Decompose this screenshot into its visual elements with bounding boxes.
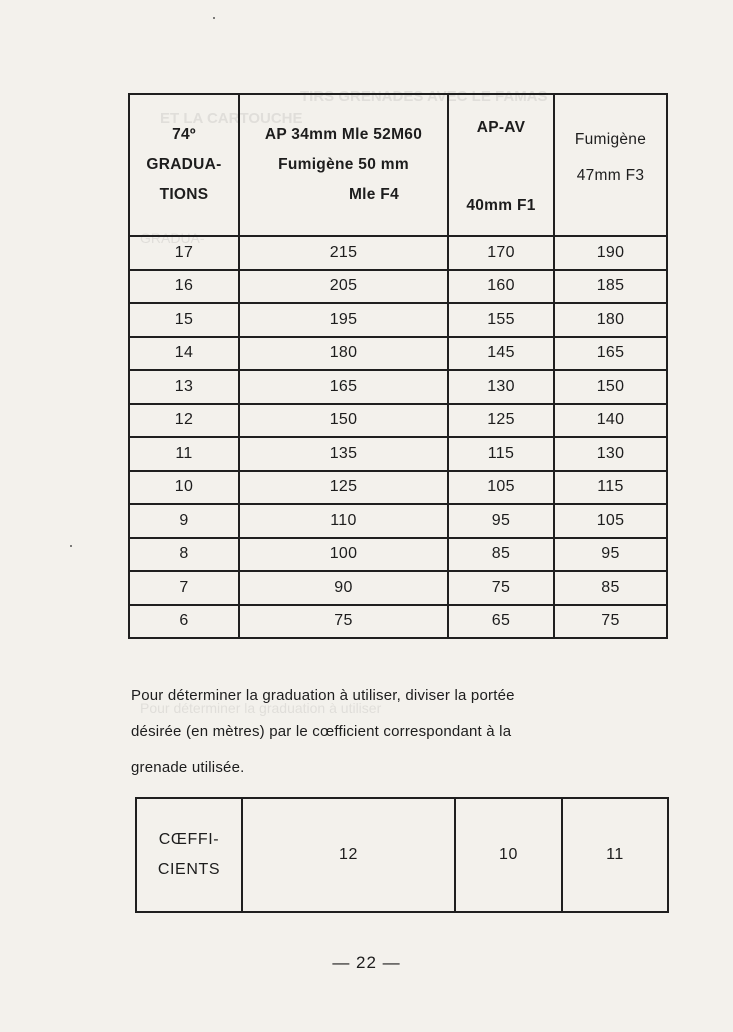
coefficient-apav-40mm: 10	[455, 798, 562, 912]
ap34-range-cell: 75	[239, 605, 448, 639]
apav-range-cell: 160	[448, 270, 554, 304]
header-apav-40mm	[448, 94, 554, 236]
fumigene47-range-cell: 115	[554, 471, 667, 505]
graduation-cell: 9	[129, 504, 239, 538]
ap34-range-cell: 125	[239, 471, 448, 505]
table-row	[129, 437, 667, 471]
ap34-range-cell: 165	[239, 370, 448, 404]
graduation-cell: 12	[129, 404, 239, 438]
fumigene47-range-cell: 150	[554, 370, 667, 404]
graduation-cell: 7	[129, 571, 239, 605]
header-line: AP-AV	[476, 119, 526, 136]
apav-range-cell: 145	[448, 337, 554, 371]
fumigene47-range-cell: 190	[554, 236, 667, 270]
coefficient-fumigene-47mm: 11	[562, 798, 668, 912]
ap34-range-cell: 135	[239, 437, 448, 471]
fumigene47-range-cell: 95	[554, 538, 667, 572]
header-graduations	[129, 94, 239, 236]
table-row	[129, 404, 667, 438]
header-line: 47mm F3	[576, 167, 645, 184]
ap34-range-cell: 215	[239, 236, 448, 270]
apav-range-cell: 130	[448, 370, 554, 404]
fumigene47-range-cell: 185	[554, 270, 667, 304]
range-table	[128, 93, 668, 639]
header-line: Fumigène 50 mm	[278, 156, 409, 173]
table-row	[129, 270, 667, 304]
apav-range-cell: 65	[448, 605, 554, 639]
ap34-range-cell: 150	[239, 404, 448, 438]
table-row	[129, 337, 667, 371]
apav-range-cell: 125	[448, 404, 554, 438]
header-line: 74º	[172, 126, 196, 143]
header-fumigene-47mm	[554, 94, 667, 236]
fumigene47-range-cell: 165	[554, 337, 667, 371]
apav-range-cell: 115	[448, 437, 554, 471]
apav-range-cell: 85	[448, 538, 554, 572]
header-line: Mle F4	[348, 186, 399, 203]
header-line: GRADUA-	[146, 156, 222, 173]
graduation-cell: 15	[129, 303, 239, 337]
fumigene47-range-cell: 85	[554, 571, 667, 605]
graduation-cell: 14	[129, 337, 239, 371]
ap34-range-cell: 90	[239, 571, 448, 605]
note-line: désirée (en mètres) par le cœfficient correspondant à la	[131, 723, 512, 740]
header-line: 40mm F1	[466, 197, 536, 214]
table-row	[129, 571, 667, 605]
apav-range-cell: 95	[448, 504, 554, 538]
ap34-range-cell: 195	[239, 303, 448, 337]
apav-range-cell: 75	[448, 571, 554, 605]
apav-range-cell: 105	[448, 471, 554, 505]
coefficient-ap34-fumigene50: 12	[242, 798, 455, 912]
ap34-range-cell: 205	[239, 270, 448, 304]
paper-speck	[70, 545, 72, 547]
range-table-header-row	[129, 94, 667, 236]
show-through-text: ET LA CARTOUCHE	[160, 110, 303, 127]
ap34-range-cell: 100	[239, 538, 448, 572]
graduation-cell: 6	[129, 605, 239, 639]
coefficients-label-line: CIENTS	[157, 861, 221, 878]
table-row	[129, 538, 667, 572]
table-row	[129, 370, 667, 404]
header-line: TIONS	[159, 186, 209, 203]
range-table-body	[129, 236, 667, 638]
header-line: AP 34mm Mle 52M60	[264, 126, 423, 143]
page-number: — 22 —	[332, 953, 401, 972]
paper-speck	[213, 17, 215, 19]
table-row	[129, 471, 667, 505]
show-through-text: Pour déterminer la graduation à utiliser	[140, 700, 382, 716]
fumigene47-range-cell: 130	[554, 437, 667, 471]
table-row	[129, 605, 667, 639]
apav-range-cell: 170	[448, 236, 554, 270]
coefficients-label	[136, 798, 242, 912]
table-row	[129, 236, 667, 270]
fumigene47-range-cell: 75	[554, 605, 667, 639]
coefficients-row	[136, 798, 668, 912]
fumigene47-range-cell: 105	[554, 504, 667, 538]
graduation-cell: 10	[129, 471, 239, 505]
apav-range-cell: 155	[448, 303, 554, 337]
graduation-cell: 11	[129, 437, 239, 471]
graduation-cell: 13	[129, 370, 239, 404]
graduation-cell: 16	[129, 270, 239, 304]
table-row	[129, 303, 667, 337]
graduation-cell: 17	[129, 236, 239, 270]
ap34-range-cell: 180	[239, 337, 448, 371]
ap34-range-cell: 110	[239, 504, 448, 538]
coefficients-label-line: CŒFFI-	[158, 831, 220, 848]
coefficients-table	[135, 797, 669, 913]
header-line: Fumigène	[574, 131, 647, 148]
fumigene47-range-cell: 140	[554, 404, 667, 438]
show-through-text: GRADUA-	[140, 230, 205, 246]
graduation-cell: 8	[129, 538, 239, 572]
instruction-note	[131, 678, 651, 786]
header-ap34-fumigene50	[239, 94, 448, 236]
note-line: Pour déterminer la graduation à utiliser, diviser la portée	[131, 687, 515, 704]
note-line: grenade utilisée.	[131, 759, 245, 776]
fumigene47-range-cell: 180	[554, 303, 667, 337]
show-through-text: TIRS GRENADES AVEC LE FAMAS	[300, 88, 548, 105]
table-row	[129, 504, 667, 538]
